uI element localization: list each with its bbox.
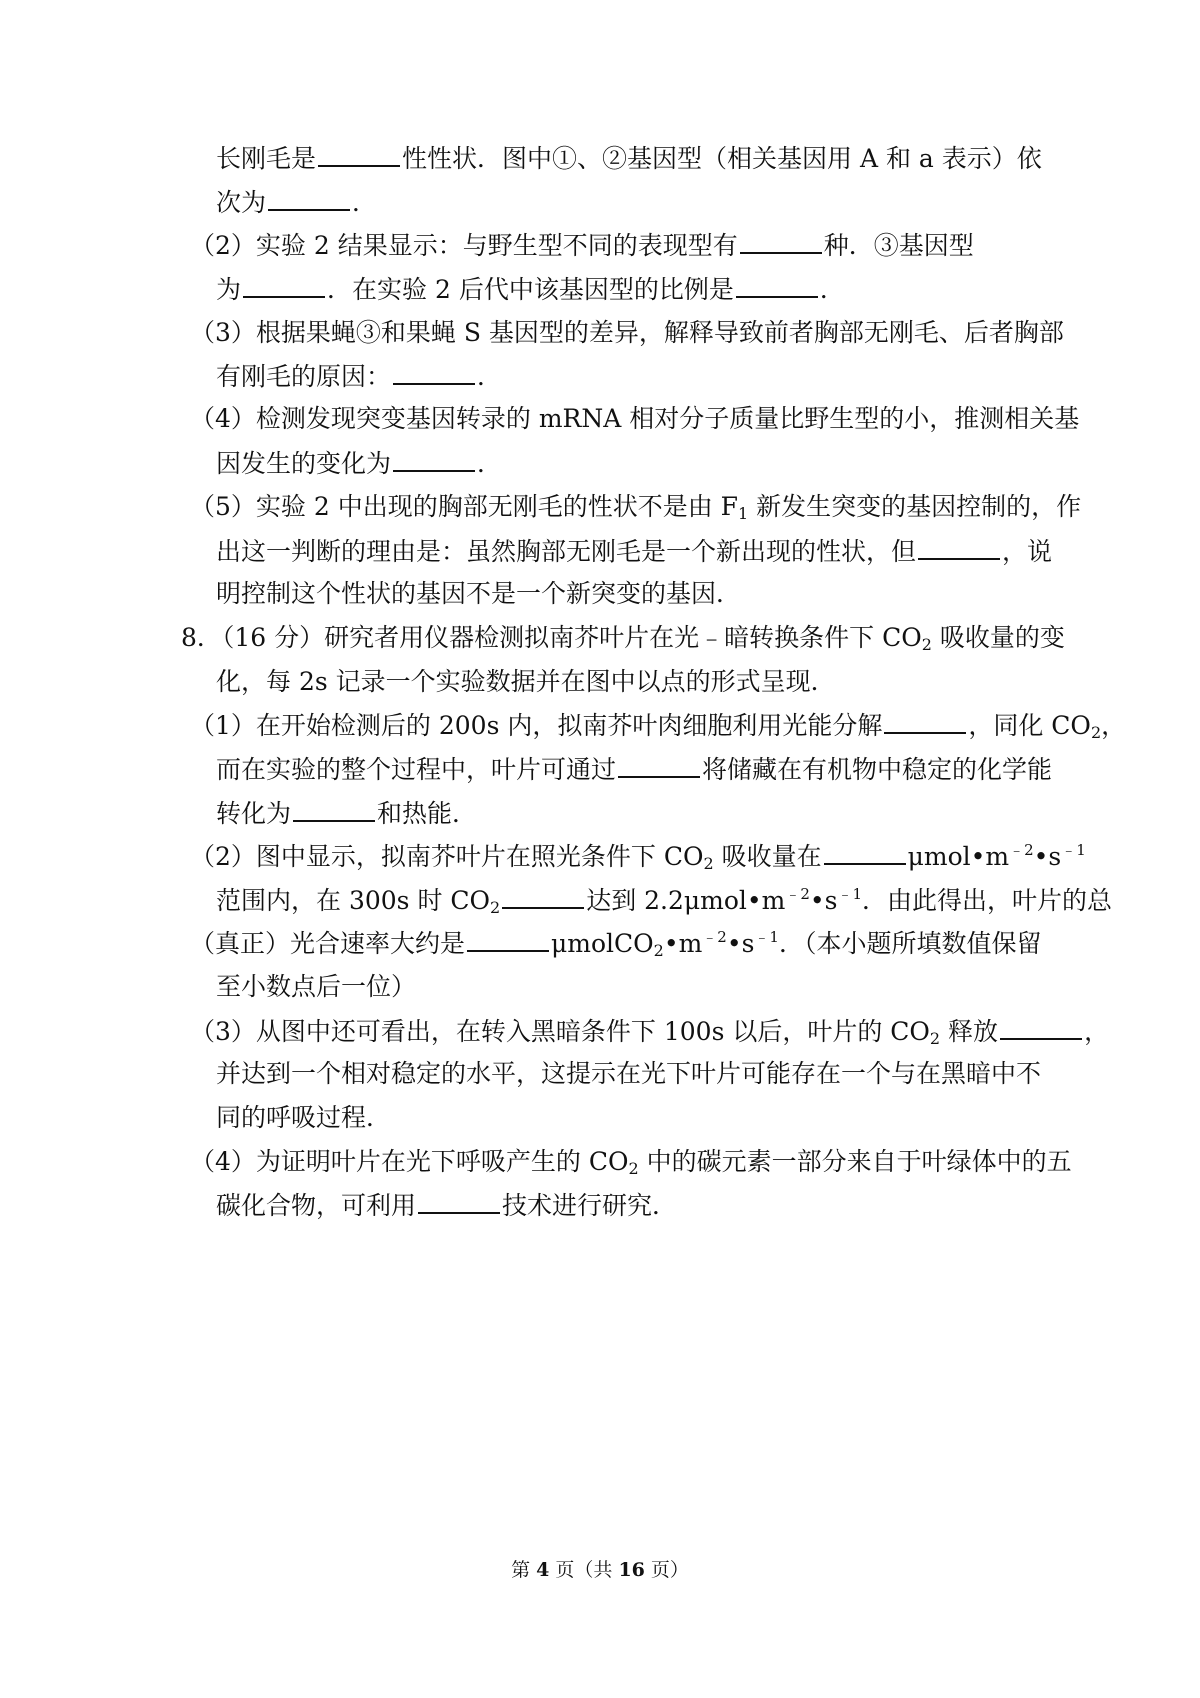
- current-page-number: 4: [536, 1559, 550, 1581]
- q8-sub1-line-1: （1）在开始检测后的 200s 内，拟南芥叶肉细胞利用光能分解 ，同化 $CO_2$，: [190, 708, 1126, 743]
- answer-blank[interactable]: [418, 1188, 500, 1214]
- q8-sub1-line-3: 转化为 和热能．: [216, 796, 477, 831]
- q8-sub1-line-2: 而在实验的整个过程中，叶片可通过 将储藏在有机物中稳定的化学能: [216, 752, 1052, 787]
- q7-line-2: 次为 ．: [216, 185, 377, 220]
- q7-sub4-line-1: （4）检测发现突变基因转录的 mRNA 相对分子质量比野生型的小，推测相关基: [190, 404, 1080, 433]
- answer-blank[interactable]: [502, 883, 584, 909]
- q7-sub5-line-1: （5）实验 2 中出现的胸部无刚毛的性状不是由 $F_1$ 新发生突变的基因控制的，作: [190, 492, 1082, 523]
- answer-blank[interactable]: [268, 185, 350, 211]
- answer-blank[interactable]: [393, 446, 475, 472]
- q7-sub2-line-1: （2）实验 2 结果显示：与野生型不同的表现型有 种．③基因型: [190, 228, 974, 263]
- q8-sub3-line-3: 同的呼吸过程．: [216, 1103, 392, 1132]
- q7-sub5-line-3: 明控制这个性状的基因不是一个新突变的基因．: [216, 579, 742, 608]
- answer-blank[interactable]: [293, 796, 375, 822]
- q7-sub2-line-2: 为 ．在实验 2 后代中该基因型的比例是 ．: [216, 272, 845, 307]
- q8-sub2-line-2: 范围内，在 300s 时 $CO_2$ 达到 $2.2\mu mol•m^{﹣2}•s^{﹣1}$．由此得出，叶片的总: [216, 885, 1113, 917]
- q8-line-1: 8．（16 分）研究者用仪器检测拟南芥叶片在光﹣暗转换条件下 $CO_2$ 吸收量的变: [181, 623, 1065, 654]
- q7-sub3-line-1: （3）根据果蝇③和果蝇 S 基因型的差异，解释导致前者胸部无刚毛、后者胸部: [190, 318, 1064, 347]
- q8-sub2-line-4: 至小数点后一位）: [216, 972, 417, 1001]
- total-page-count: 16: [618, 1559, 645, 1581]
- q8-sub3-line-2: 并达到一个相对稳定的水平，这提示在光下叶片可能存在一个与在黑暗中不: [216, 1059, 1042, 1088]
- answer-blank[interactable]: [1000, 1014, 1082, 1040]
- answer-blank[interactable]: [467, 926, 549, 952]
- page-footer: 第 4 页（共 16 页）: [511, 1559, 689, 1581]
- q8-sub2-line-1: （2）图中显示，拟南芥叶片在照光条件下 $CO_2$ 吸收量在 $\mu mol•m^{﹣2}•s^{﹣1}$: [190, 841, 1086, 873]
- answer-blank[interactable]: [740, 228, 822, 254]
- q7-sub5-line-2: 出这一判断的理由是：虽然胸部无刚毛是一个新出现的性状，但 ，说: [216, 534, 1052, 569]
- answer-blank[interactable]: [393, 359, 475, 385]
- answer-blank[interactable]: [318, 141, 400, 167]
- answer-blank[interactable]: [618, 752, 700, 778]
- q8-sub2-line-3: （真正）光合速率大约是 $\mu molCO_2•m^{﹣2}•s^{﹣1}$．（本小题所填数值保留: [190, 928, 1042, 960]
- q7-line-1: 长刚毛是 性性状．图中①、②基因型（相关基因用 A 和 a 表示）依: [216, 141, 1042, 176]
- q7-sub4-line-2: 因发生的变化为 ．: [216, 446, 502, 481]
- q8-sub4-line-2: 碳化合物，可利用 技术进行研究．: [216, 1188, 677, 1223]
- answer-blank[interactable]: [824, 839, 906, 865]
- answer-blank[interactable]: [884, 708, 966, 734]
- answer-blank[interactable]: [918, 534, 1000, 560]
- answer-blank[interactable]: [736, 272, 818, 298]
- answer-blank[interactable]: [243, 272, 325, 298]
- q8-line-2: 化，每 2s 记录一个实验数据并在图中以点的形式呈现．: [216, 667, 836, 696]
- q8-sub4-line-1: （4）为证明叶片在光下呼吸产生的 $CO_2$ 中的碳元素一部分来自于叶绿体中的五: [190, 1147, 1072, 1178]
- q7-sub3-line-2: 有刚毛的原因： ．: [216, 359, 502, 394]
- q8-sub3-line-1: （3）从图中还可看出，在转入黑暗条件下 100s 以后，叶片的 $CO_2$ 释放 ，: [190, 1014, 1109, 1049]
